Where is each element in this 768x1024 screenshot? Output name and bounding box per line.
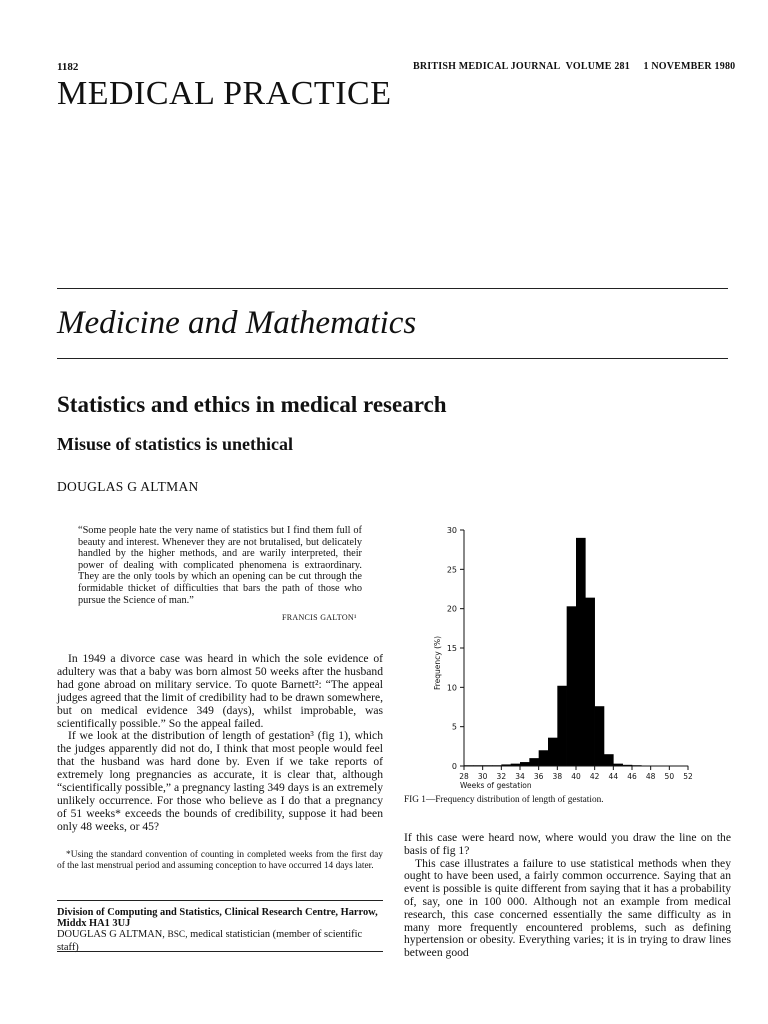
gestation-histogram bbox=[404, 520, 734, 792]
x-tick-label: 44 bbox=[608, 772, 619, 781]
x-tick-label: 42 bbox=[589, 772, 600, 781]
y-tick-label: 0 bbox=[451, 762, 457, 771]
y-tick-label: 30 bbox=[446, 526, 457, 535]
divider-rule bbox=[57, 288, 728, 289]
x-tick-label: 50 bbox=[664, 772, 675, 781]
journal-volume: VOLUME 281 bbox=[565, 61, 630, 72]
paragraph: If this case were heard now, where would you draw the line on the basis of fig 1? bbox=[404, 831, 731, 857]
histogram-bar bbox=[548, 738, 558, 766]
histogram-bar bbox=[539, 750, 549, 766]
histogram-bar bbox=[529, 758, 539, 766]
body-column-right bbox=[404, 832, 731, 960]
affiliation-role: medical statistician (member of scientific staff) bbox=[57, 929, 363, 953]
x-tick-label: 36 bbox=[533, 772, 544, 781]
issue-date: 1 NOVEMBER 1980 bbox=[643, 61, 736, 72]
epigraph-attribution: FRANCIS GALTON¹ bbox=[282, 613, 357, 622]
histogram-bar bbox=[567, 606, 577, 766]
divider-rule bbox=[57, 358, 728, 359]
figure-label: FIG 1 bbox=[404, 795, 426, 805]
article-author: DOUGLAS G ALTMAN bbox=[57, 479, 199, 494]
y-axis-label: Frequency (%) bbox=[433, 635, 442, 691]
x-tick-label: 32 bbox=[496, 772, 507, 781]
journal-name: BRITISH MEDICAL JOURNAL bbox=[413, 61, 561, 72]
histogram-bar bbox=[604, 754, 614, 766]
section-title: MEDICAL PRACTICE bbox=[57, 75, 392, 112]
running-header bbox=[413, 61, 735, 72]
page-number: 1182 bbox=[57, 61, 79, 73]
affiliation-rule-bottom bbox=[57, 951, 383, 952]
paragraph: If we look at the distribution of length of gestation³ (fig 1), which the judges apparently did not do, I think that most people would feel that the husband was hard done by. Even if we take reports of extremely long pregnancies as accurate, it is clear that, although “scientifically possible,” a pregnancy lasting 349 days is an extremely unlikely occurrence. For those who believe as I do that a pregnancy of 51 weeks* exceeds the bounds of credibility, suppose it had been only 48 weeks, or 45? bbox=[57, 729, 383, 833]
x-axis-label: Weeks of gestation bbox=[460, 781, 532, 790]
footnote: *Using the standard convention of counting in completed weeks from the first day of the last menstrual period and assuming conception to have occurred 14 days later. bbox=[57, 850, 383, 871]
body-column-left bbox=[57, 653, 383, 834]
x-tick-label: 30 bbox=[477, 772, 488, 781]
affiliation-author-name: DOUGLAS G ALTMAN, bbox=[57, 929, 165, 941]
epigraph-quote: “Some people hate the very name of statistics but I find them full of beauty and interest. Whenever they are not brutalised, but delicately handled by the higher methods, and are warily interpreted, their power of dealing with complicated phenomena is extraordinary. They are the only tools by which an opening can be cut through the formidable thicket of difficulties that bars the path of those who pursue the Science of man.” bbox=[78, 525, 362, 606]
paragraph: This case illustrates a failure to use statistical methods when they ought to have been used, a fairly common occurrence. Saying that an event is possible is quite different from saying that it has a probability of, say, one in 100 000. Although not an example from medical research, this case concerned essentially the same difficulty as in many more frequently encountered problems, such as defining hypertension or obesity. Everything varies; it is in trying to draw lines between good bbox=[404, 856, 731, 960]
affiliation-credentials: BSC, bbox=[167, 930, 188, 941]
x-tick-label: 52 bbox=[683, 772, 693, 781]
figure-caption bbox=[404, 795, 604, 805]
histogram-bar bbox=[576, 538, 586, 766]
y-tick-label: 25 bbox=[446, 565, 457, 575]
y-tick-label: 10 bbox=[446, 683, 457, 693]
histogram-bar bbox=[520, 762, 530, 766]
y-tick-label: 15 bbox=[446, 644, 457, 653]
x-tick-label: 34 bbox=[515, 772, 525, 781]
x-tick-label: 28 bbox=[459, 772, 469, 781]
article-subtitle: Misuse of statistics is unethical bbox=[57, 434, 293, 454]
x-tick-label: 40 bbox=[571, 772, 581, 781]
figure-caption-text: —Frequency distribution of length of gestation. bbox=[425, 795, 604, 805]
x-tick-label: 38 bbox=[552, 772, 563, 781]
article-title: Statistics and ethics in medical research bbox=[57, 392, 447, 417]
histogram-bar bbox=[585, 598, 595, 766]
affiliation-institution: Division of Computing and Statistics, Clinical Research Centre, Harrow, Middx HA1 3UJ bbox=[57, 907, 378, 930]
y-tick-label: 20 bbox=[446, 604, 457, 614]
y-tick-label: 5 bbox=[451, 722, 457, 732]
paragraph: In 1949 a divorce case was heard in which the sole evidence of adultery was that a baby was born almost 50 weeks after the husband had gone abroad on military service. To quote Barnett²: “The appeal judges agreed that the limit of credibility had to be drawn somewhere, but on medical evidence 349 (days), whilst improbable, was scientifically possible.” So the appeal failed. bbox=[57, 652, 383, 730]
author-affiliation bbox=[57, 907, 383, 953]
x-tick-label: 46 bbox=[627, 772, 637, 781]
series-title: Medicine and Mathematics bbox=[57, 305, 417, 341]
x-tick-label: 48 bbox=[645, 772, 656, 781]
histogram-bar bbox=[595, 706, 605, 766]
affiliation-author-line bbox=[57, 929, 383, 952]
histogram-bar bbox=[557, 686, 567, 766]
affiliation-rule-top bbox=[57, 900, 383, 901]
